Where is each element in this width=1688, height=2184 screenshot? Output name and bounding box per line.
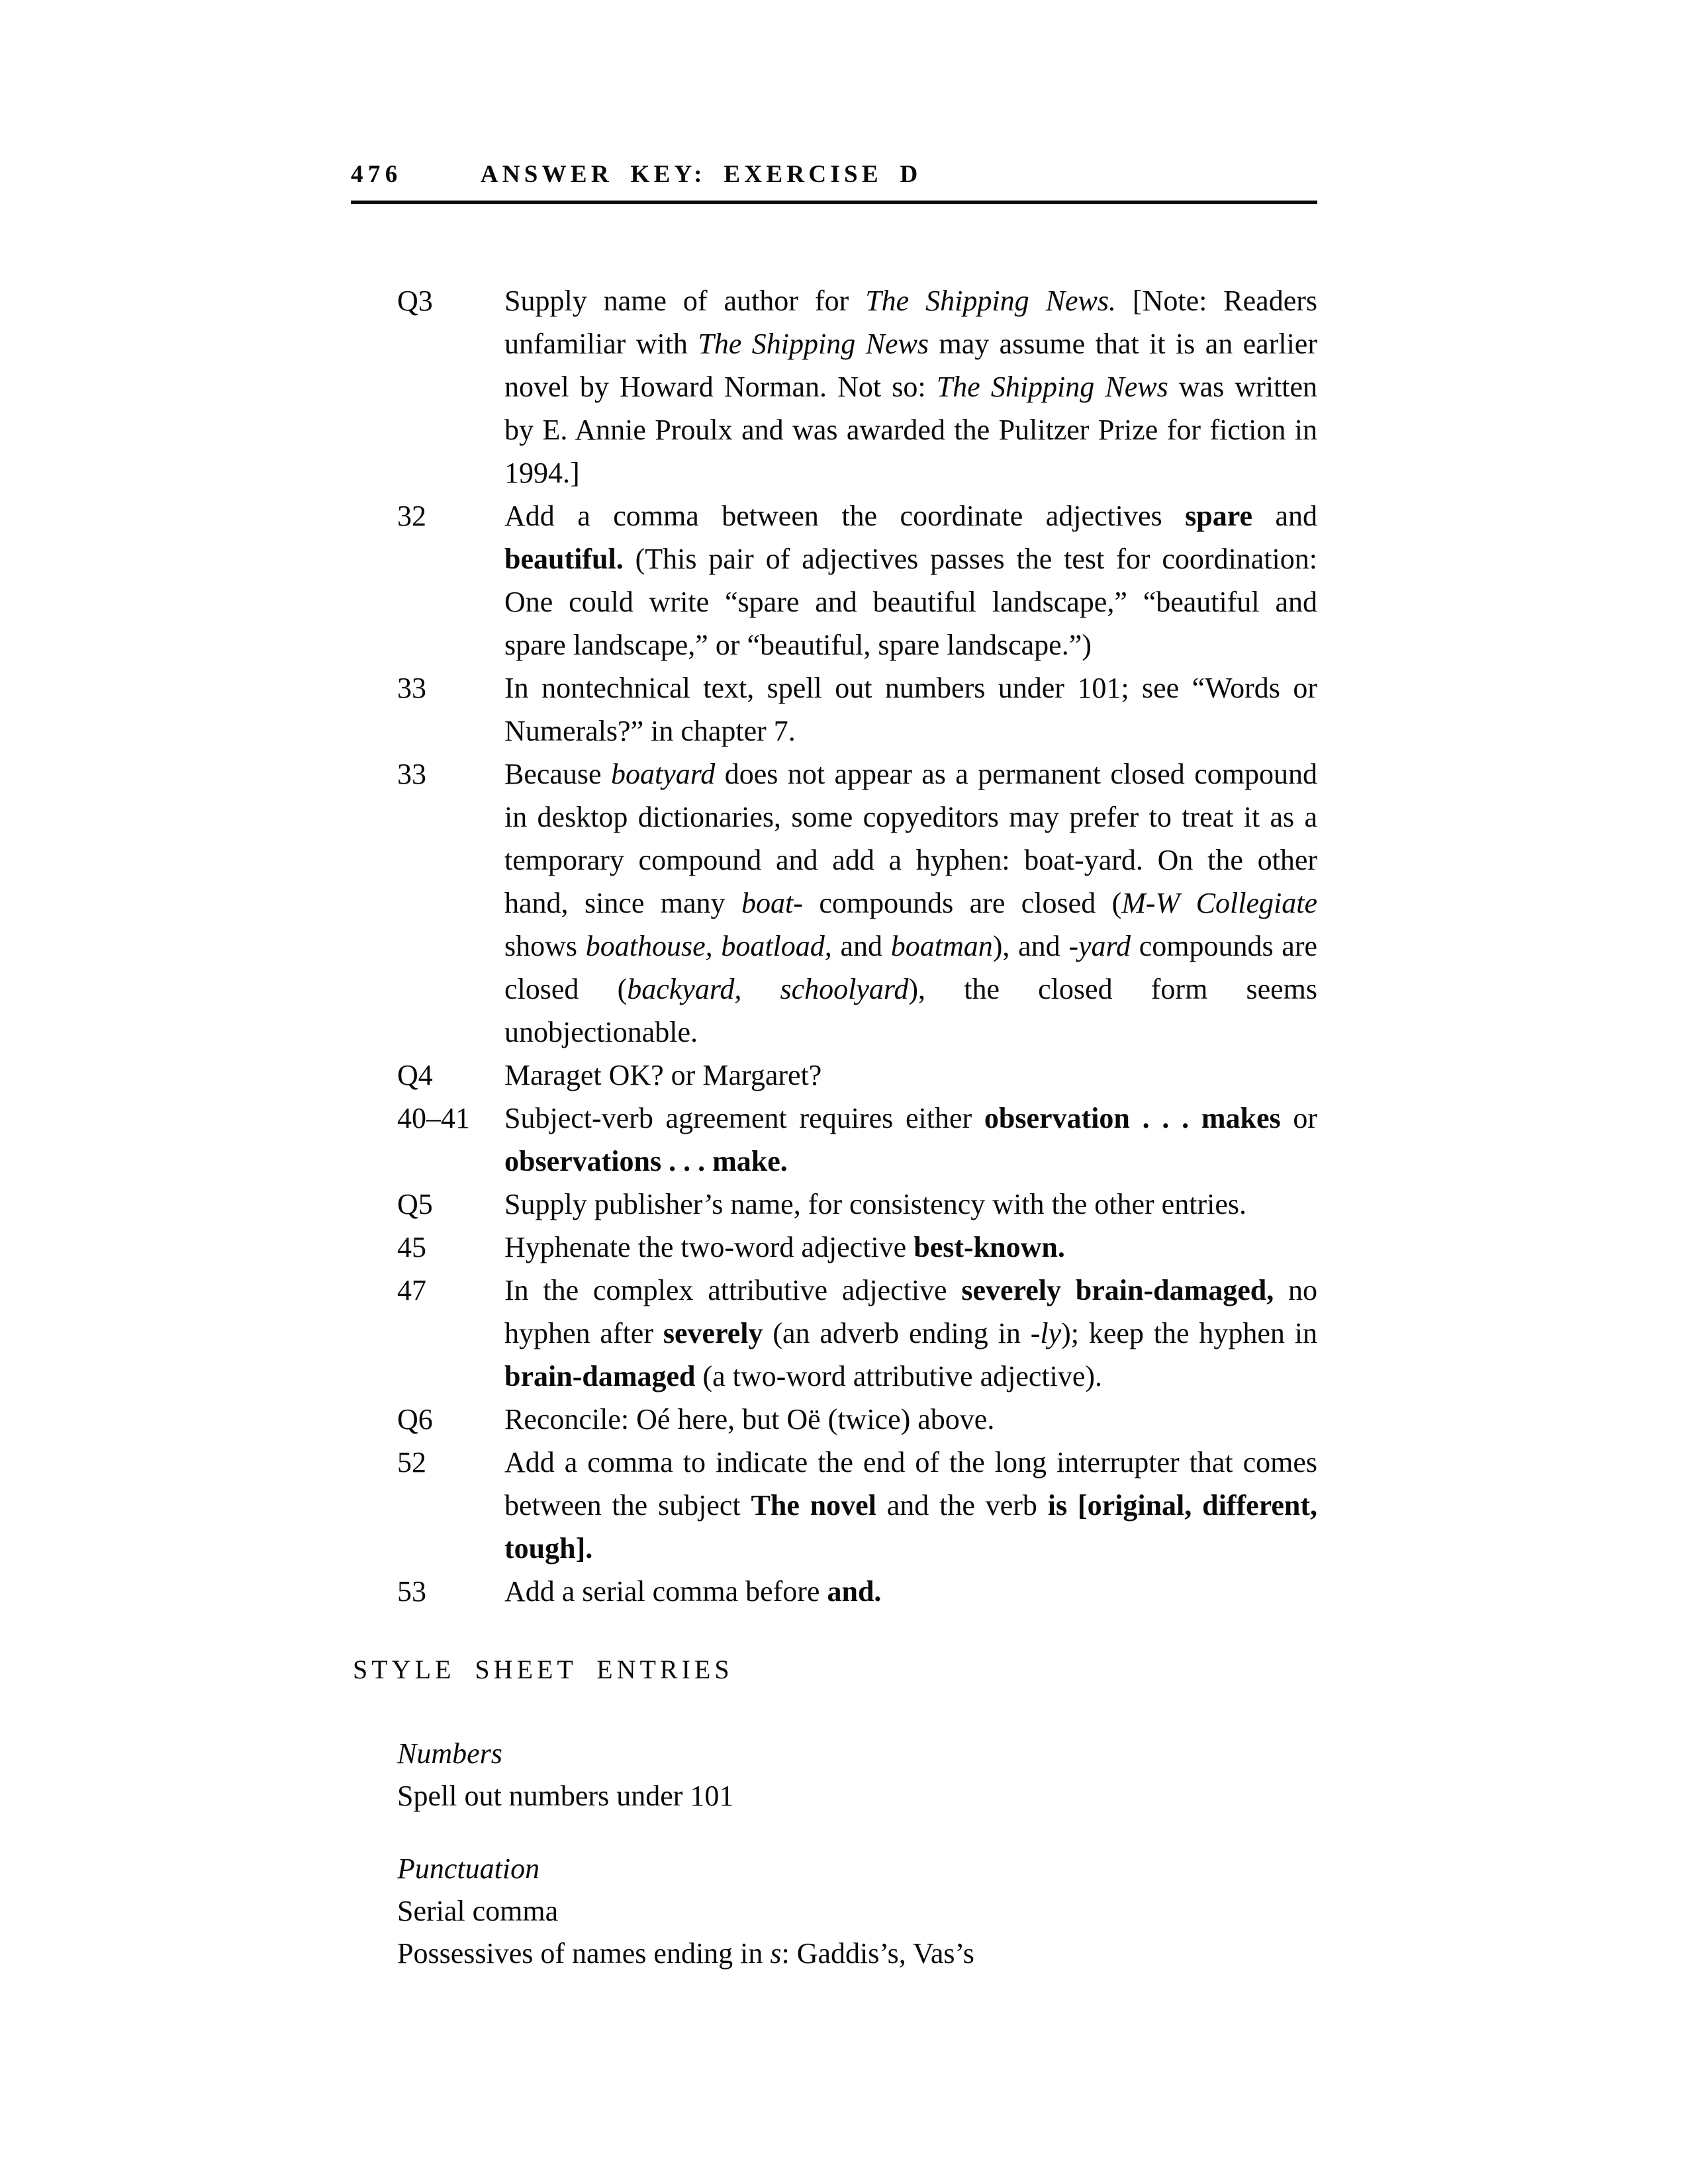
- text-run: observations . . . make.: [504, 1145, 788, 1177]
- text-run: Add a comma between the coordinate adjectives: [504, 500, 1186, 532]
- text-run: : Gaddis’s, Vas’s: [781, 1937, 974, 1970]
- entry-text: [504, 752, 1317, 1054]
- entry-text: [504, 1441, 1317, 1570]
- text-run: ), the closed form seems unobjectionable.: [504, 973, 1317, 1048]
- text-run: boathouse, boatload,: [585, 930, 832, 962]
- answer-entry: [397, 1097, 1317, 1183]
- text-run: In the complex attributive adjective: [504, 1274, 962, 1306]
- answer-entry: [397, 1570, 1317, 1613]
- style-item: [397, 1890, 1317, 1933]
- entry-text: [504, 494, 1317, 666]
- header-rule-divider: [351, 201, 1317, 204]
- text-run: compounds are closed (: [802, 887, 1122, 919]
- text-run: boat-: [741, 887, 803, 919]
- text-run: spare: [1185, 500, 1252, 532]
- style-item: [397, 1933, 1317, 1975]
- text-run: In nontechnical text, spell out numbers under 101; see “Words or Numerals?” in chapter 7.: [504, 672, 1317, 747]
- text-run: Supply name of author for: [504, 285, 866, 317]
- text-run: Subject-verb agreement requires either: [504, 1102, 984, 1134]
- text-run: Reconcile: Oé here, but Oë (twice) above.: [504, 1403, 995, 1435]
- text-run: [Note: Readers unfamiliar with: [504, 285, 1318, 360]
- text-run: and.: [827, 1575, 882, 1608]
- running-header: [351, 160, 922, 189]
- text-run: The Shipping News.: [865, 285, 1116, 317]
- entry-text: [504, 1226, 1317, 1269]
- text-run: is [original, different, tough].: [504, 1489, 1318, 1565]
- answer-entry: [397, 494, 1317, 666]
- style-section-title: Numbers: [397, 1737, 502, 1770]
- text-run: brain-damaged: [504, 1360, 696, 1392]
- text-run: compounds are closed (: [504, 930, 1318, 1005]
- running-head-title: ANSWER KEY: EXERCISE D: [480, 161, 922, 188]
- entry-text: [504, 1054, 1317, 1097]
- answer-entry: [397, 279, 1317, 494]
- entry-text: [504, 1398, 1317, 1441]
- entry-label: 33: [397, 672, 426, 704]
- answer-entry: [397, 1398, 1317, 1441]
- text-run: Maraget OK? or Margaret?: [504, 1059, 822, 1091]
- text-run: Because: [504, 758, 612, 790]
- entry-label: 45: [397, 1231, 426, 1263]
- entry-text: [504, 1570, 1317, 1613]
- answer-entry: [397, 666, 1317, 752]
- text-run: The Shipping News: [698, 328, 929, 360]
- answer-entry: [397, 1226, 1317, 1269]
- page-content: [351, 279, 1317, 1975]
- text-run: Spell out numbers under 101: [397, 1780, 734, 1812]
- style-section-numbers: [397, 1733, 1317, 1817]
- text-run: beautiful.: [504, 543, 624, 575]
- text-run: (This pair of adjectives passes the test for coordination: One could write “spare and beautiful landscape,” “beautiful and spare landscape,” or “beautiful, spare landscape.”): [504, 543, 1317, 661]
- text-run: backyard, schoolyard: [627, 973, 909, 1005]
- text-run: -ly: [1030, 1317, 1062, 1349]
- entry-label: 52: [397, 1446, 426, 1479]
- entry-label: 47: [397, 1274, 426, 1306]
- answer-entry: [397, 1054, 1317, 1097]
- text-run: was written by E. Annie Proulx and was awarded the Pulitzer Prize for fiction in 1994.]: [504, 371, 1318, 489]
- entry-text: [504, 1183, 1317, 1226]
- text-run: or: [1280, 1102, 1318, 1134]
- text-run: M-W Collegiate: [1121, 887, 1317, 919]
- text-run: Serial comma: [397, 1895, 559, 1927]
- entry-label: Q3: [397, 285, 433, 317]
- entry-label: Q4: [397, 1059, 433, 1091]
- text-run: -yard: [1068, 930, 1131, 962]
- style-sheet-heading: STYLE SHEET ENTRIES: [353, 1655, 733, 1684]
- entry-text: [504, 279, 1317, 494]
- text-run: does not appear as a permanent closed compound in desktop dictionaries, some copyeditors may prefer to treat it as a temporary compound and add a hyphen: boat-yard. On the other hand, since many: [504, 758, 1318, 919]
- text-run: observation . . . makes: [984, 1102, 1281, 1134]
- entry-text: [504, 666, 1317, 752]
- text-run: and the verb: [876, 1489, 1048, 1522]
- text-run: Supply publisher’s name, for consistency with the other entries.: [504, 1188, 1246, 1220]
- text-run: The Shipping News: [936, 371, 1168, 403]
- answer-entry: [397, 1183, 1317, 1226]
- text-run: best-known.: [914, 1231, 1065, 1263]
- text-run: severely: [663, 1317, 763, 1349]
- style-item: [397, 1775, 1317, 1817]
- answer-entry: [397, 1269, 1317, 1398]
- answer-entry: [397, 752, 1317, 1054]
- text-run: and: [831, 930, 891, 962]
- text-run: Add a serial comma before: [504, 1575, 827, 1608]
- text-run: boatman: [890, 930, 993, 962]
- entry-label: 53: [397, 1575, 426, 1608]
- text-run: may assume that it is an earlier novel by Howard Norman. Not so:: [504, 328, 1317, 403]
- entry-label: Q5: [397, 1188, 433, 1220]
- text-run: ), and: [992, 930, 1069, 962]
- text-run: Add a comma to indicate the end of the long interrupter that comes between the subject: [504, 1446, 1317, 1522]
- style-section-title: Punctuation: [397, 1852, 540, 1885]
- text-run: no hyphen after: [504, 1274, 1318, 1349]
- page-number: 476: [351, 161, 402, 188]
- entry-label: 33: [397, 758, 426, 790]
- answer-key-list: [397, 279, 1317, 1613]
- style-sheet-sections: [397, 1733, 1317, 1975]
- text-run: Possessives of names ending in: [397, 1937, 771, 1970]
- entry-label: 32: [397, 500, 426, 532]
- text-run: (a two-word attributive adjective).: [695, 1360, 1103, 1392]
- text-run: (an adverb ending in: [763, 1317, 1031, 1349]
- text-run: severely brain-damaged,: [961, 1274, 1274, 1306]
- entry-label: Q6: [397, 1403, 433, 1435]
- style-section-punctuation: [397, 1848, 1317, 1975]
- text-run: shows: [504, 930, 586, 962]
- entry-label: 40–41: [397, 1102, 470, 1134]
- text-run: Hyphenate the two-word adjective: [504, 1231, 914, 1263]
- text-run: s: [770, 1937, 782, 1970]
- answer-entry: [397, 1441, 1317, 1570]
- entry-text: [504, 1097, 1317, 1183]
- text-run: The novel: [751, 1489, 876, 1522]
- text-run: boatyard: [611, 758, 716, 790]
- entry-text: [504, 1269, 1317, 1398]
- text-run: and: [1252, 500, 1317, 532]
- text-run: ); keep the hyphen in: [1061, 1317, 1317, 1349]
